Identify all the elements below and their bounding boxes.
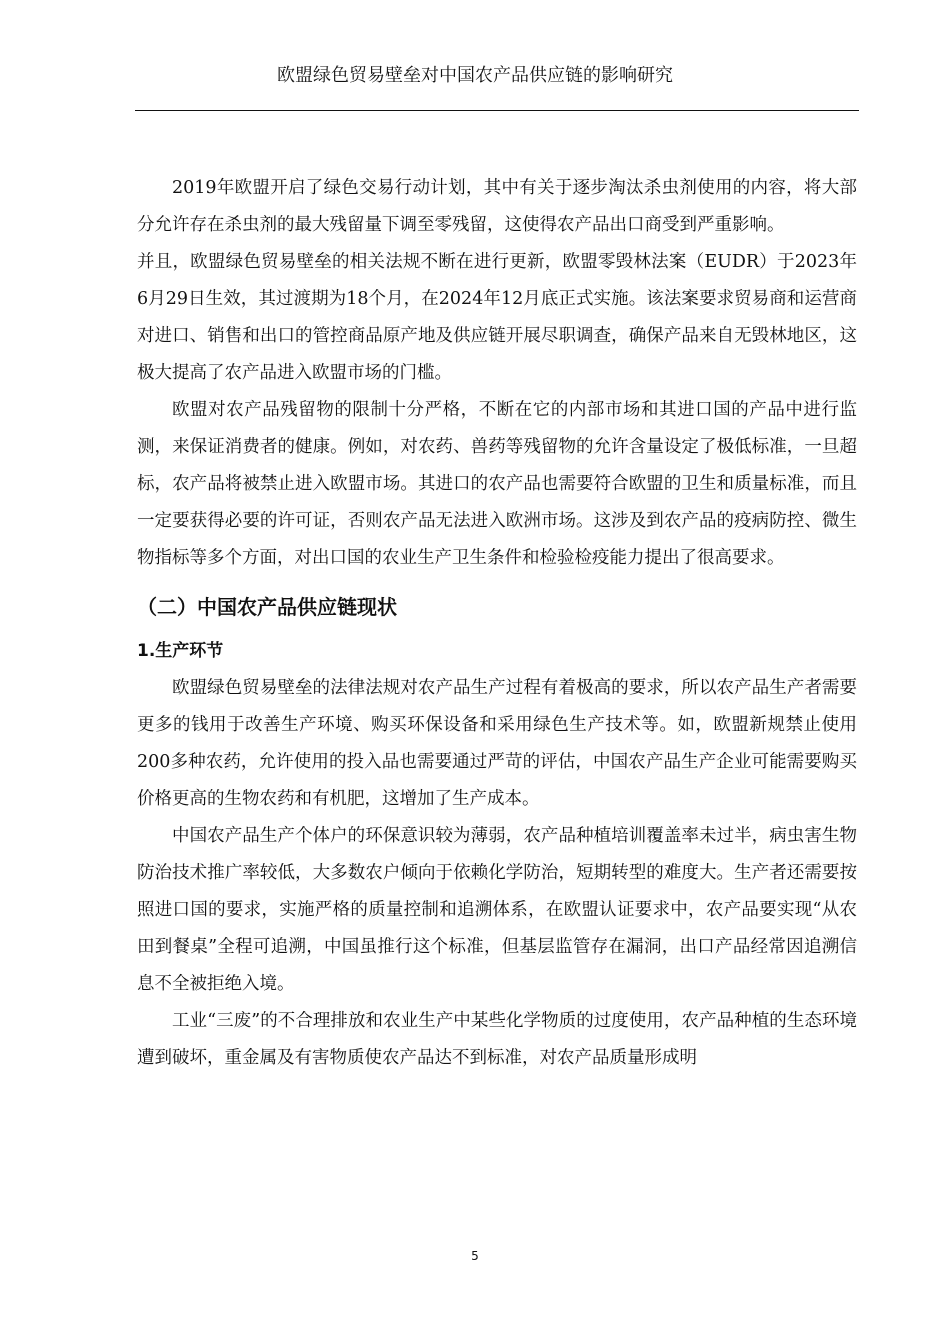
body-paragraph: 2019年欧盟开启了绿色交易行动计划，其中有关于逐步淘汰杀虫剂使用的内容，将大部分允许存在杀虫剂的最大残留量下调至零残留，这使得农产品出口商受到严重影响。 — [137, 178, 857, 235]
page-body — [137, 170, 857, 1077]
running-header-title: 欧盟绿色贸易壁垒对中国农产品供应链的影响研究 — [277, 65, 673, 86]
body-paragraph: 工业“三废”的不合理排放和农业生产中某些化学物质的过度使用，农产品种植的生态环境遭到破坏，重金属及有害物质使农产品达不到标准，对农产品质量形成明 — [137, 1011, 857, 1068]
sub-heading: 1.生产环节 — [137, 641, 224, 661]
section-heading: （二）中国农产品供应链现状 — [137, 595, 397, 619]
header-divider — [135, 110, 859, 111]
page-number: 5 — [471, 1249, 479, 1263]
body-paragraph: 并且，欧盟绿色贸易壁垒的相关法规不断在进行更新，欧盟零毁林法案（EUDR）于2023年6月29日生效，其过渡期为18个月，在2024年12月底正式实施。该法案要求贸易商和运营商对进口、销售和出口的管控商品原产地及供应链开展尽职调查，确保产品来自无毁林地区，这极大提高了农产品进入欧盟市场的门槛。 — [137, 252, 857, 383]
body-paragraph: 中国农产品生产个体户的环保意识较为薄弱，农产品种植培训覆盖率未过半，病虫害生物防治技术推广率较低，大多数农户倾向于依赖化学防治，短期转型的难度大。生产者还需要按照进口国的要求，实施严格的质量控制和追溯体系，在欧盟认证要求中，农产品要实现“从农田到餐桌”全程可追溯，中国虽推行这个标准，但基层监管存在漏洞，出口产品经常因追溯信息不全被拒绝入境。 — [137, 826, 857, 994]
body-paragraph: 欧盟对农产品残留物的限制十分严格，不断在它的内部市场和其进口国的产品中进行监测，来保证消费者的健康。例如，对农药、兽药等残留物的允许含量设定了极低标准，一旦超标，农产品将被禁止进入欧盟市场。其进口的农产品也需要符合欧盟的卫生和质量标准，而且一定要获得必要的许可证，否则农产品无法进入欧洲市场。这涉及到农产品的疫病防控、微生物指标等多个方面，对出口国的农业生产卫生条件和检验检疫能力提出了很高要求。 — [137, 400, 857, 568]
body-paragraph: 欧盟绿色贸易壁垒的法律法规对农产品生产过程有着极高的要求，所以农产品生产者需要更多的钱用于改善生产环境、购买环保设备和采用绿色生产技术等。如，欧盟新规禁止使用200多种农药，允许使用的投入品也需要通过严苛的评估，中国农产品生产企业可能需要购买价格更高的生物农药和有机肥，这增加了生产成本。 — [137, 678, 857, 809]
